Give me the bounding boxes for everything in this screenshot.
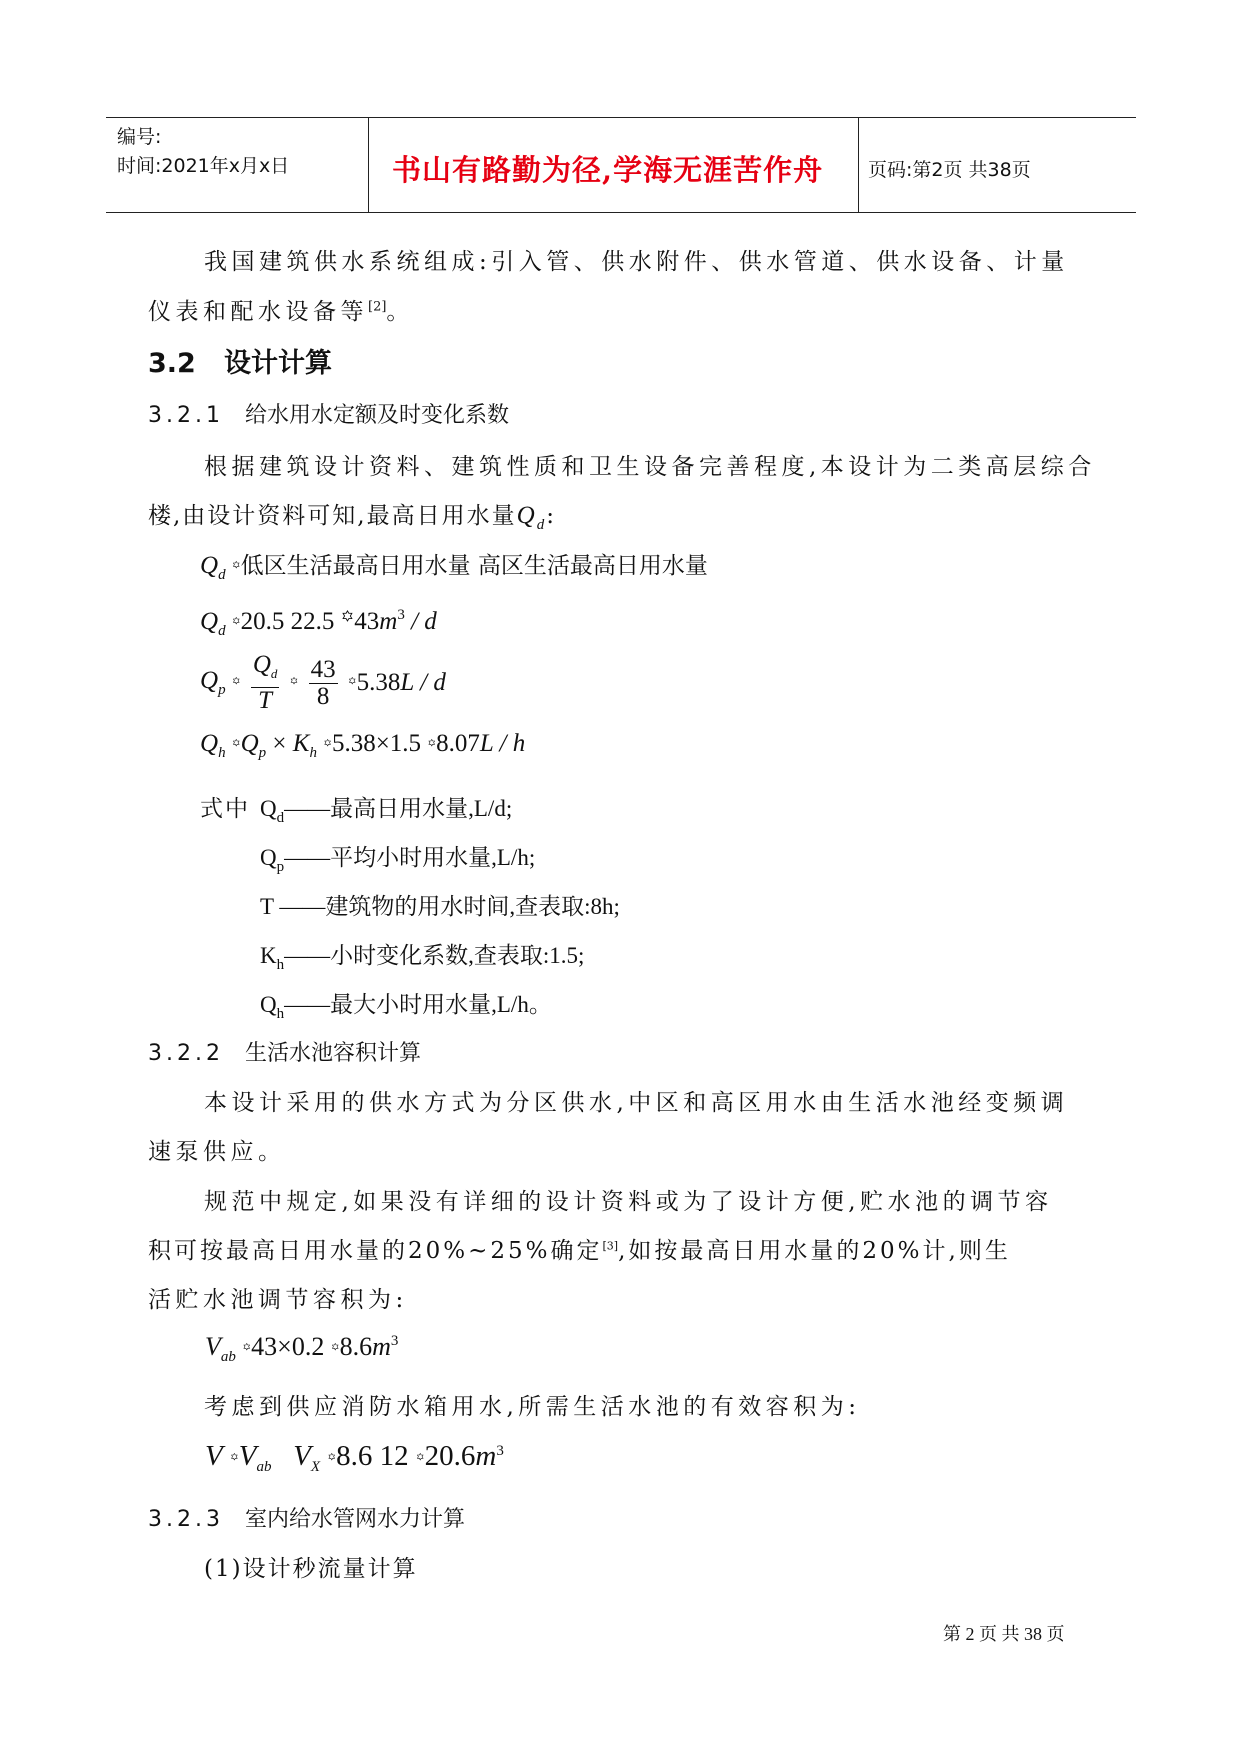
subsection-heading-3 — [148, 1502, 465, 1533]
header-top-rule — [106, 117, 1136, 118]
header-time-label: 时间:2021年x月x日 — [117, 155, 290, 177]
subsection-number-1: 3.2.1 — [148, 403, 224, 428]
definitions-intro: 式中 — [200, 796, 250, 822]
paragraph-4: 考虑到供应消防水箱用水,所需生活水池的有效容积为: — [204, 1394, 861, 1420]
intro-line-2 — [148, 293, 414, 326]
section-heading — [148, 341, 332, 380]
paragraph-5: (1)设计秒流量计算 — [204, 1556, 418, 1582]
subsection-title-2: 生活水池容积计算 — [244, 1041, 421, 1066]
header-number-label: 编号: — [117, 126, 162, 148]
subsection-heading-2 — [148, 1036, 421, 1067]
header-motto: 书山有路勤为径,学海无涯苦作舟 — [392, 153, 824, 187]
footer-page-number: 第 2 页 共 38 页 — [943, 1624, 1065, 1644]
paragraph-3-line-2-text: 积可按最高日用水量的20%~25%确定 — [148, 1238, 603, 1264]
section-title: 设计计算 — [224, 348, 333, 379]
section-number: 3.2 — [148, 348, 196, 379]
formula-qd-value: $Q_d$ ꙳20.5 22.5 $꙳43m^3$ / d — [200, 607, 437, 639]
paragraph-3-line-3: 活贮水池调节容积为: — [148, 1287, 408, 1313]
fraction-qd-over-t: $\frac{Q_d}{T}$ — [252, 651, 278, 714]
definition-t: T ——建筑物的用水时间,查表取:8h; — [260, 894, 620, 919]
header-divider-left — [368, 118, 369, 213]
paragraph-2-line-1: 本设计采用的供水方式为分区供水,中区和高区用水由生活水池经变频调 — [204, 1090, 1069, 1116]
definition-kh: $K_h——$小时变化系数,查表取:1.5; — [260, 943, 585, 973]
paragraph-3-line-2-tail: ,如按最高日用水量的20%计,则生 — [618, 1238, 1011, 1264]
intro-line-2-end: 。 — [386, 299, 414, 325]
definition-qd: $Q_d——$最高日用水量,L/d; — [260, 796, 513, 826]
paragraph-1-line-2-text: 楼,由设计资料可知,最高日用水量 — [148, 503, 517, 529]
formula-qd-definition: $Q_d$ ꙳低区生活最高日用水量 高区生活最高日用水量 — [200, 552, 708, 583]
paragraph-3-line-1: 规范中规定,如果没有详细的设计资料或为了设计方便,贮水池的调节容 — [204, 1189, 1053, 1215]
definition-qp: $Q_p——$平均小时用水量,L/h; — [260, 845, 536, 875]
equals-glyph: ꙳ — [231, 560, 241, 577]
paragraph-2-line-2: 速泵供应。 — [148, 1139, 286, 1165]
intro-line-1: 我国建筑供水系统组成:引入管、供水附件、供水管道、供水设备、计量 — [204, 249, 1069, 275]
subsection-heading-1 — [148, 398, 509, 429]
formula-v: V $꙳V_{ab}$ $V_X$ ꙳8.6 12 $꙳20.6m^3$ — [205, 1440, 504, 1475]
paragraph-1-line-1: 根据建筑设计资料、建筑性质和卫生设备完善程度,本设计为二类高层综合 — [204, 454, 1096, 480]
subsection-title-1: 给水用水定额及时变化系数 — [244, 403, 509, 428]
qd-symbol: $Q_d$ — [516, 502, 547, 533]
header-bottom-rule — [106, 212, 1136, 213]
intro-line-2-text: 仪表和配水设备等 — [148, 299, 368, 325]
header-divider-right — [858, 118, 859, 213]
formula-qh: $Q_h$ $꙳Q_p \times K_h$ ꙳5.38×1.5 ꙳8.07L / h — [200, 730, 526, 761]
formula-qd-text: 低区生活最高日用水量 高区生活最高日用水量 — [240, 553, 708, 579]
subsection-title-3: 室内给水管网水力计算 — [244, 1507, 465, 1532]
definition-qh: $Q_h——$最大小时用水量,L/h。 — [260, 992, 552, 1022]
citation-3: [3] — [602, 1239, 619, 1253]
fraction-43-over-8: $\frac{43}{8}$ — [310, 655, 336, 710]
formula-qp: $Q_p$ ꙳ $\frac{Q_d}{T}$ ꙳ $\frac{43}{8}$ ꙳5.38L / d — [200, 651, 446, 714]
colon: : — [546, 503, 556, 529]
header-page-label: 页码:第2页 共38页 — [868, 159, 1031, 181]
formula-vab: $V_{ab}$ ꙳43×0.2 $꙳8.6m^3$ — [205, 1332, 399, 1365]
paragraph-1-line-2 — [148, 497, 556, 534]
subsection-number-3: 3.2.3 — [148, 1507, 224, 1532]
citation-2: [2] — [368, 299, 387, 315]
paragraph-3-line-2 — [148, 1232, 1011, 1265]
subsection-number-2: 3.2.2 — [148, 1041, 224, 1066]
